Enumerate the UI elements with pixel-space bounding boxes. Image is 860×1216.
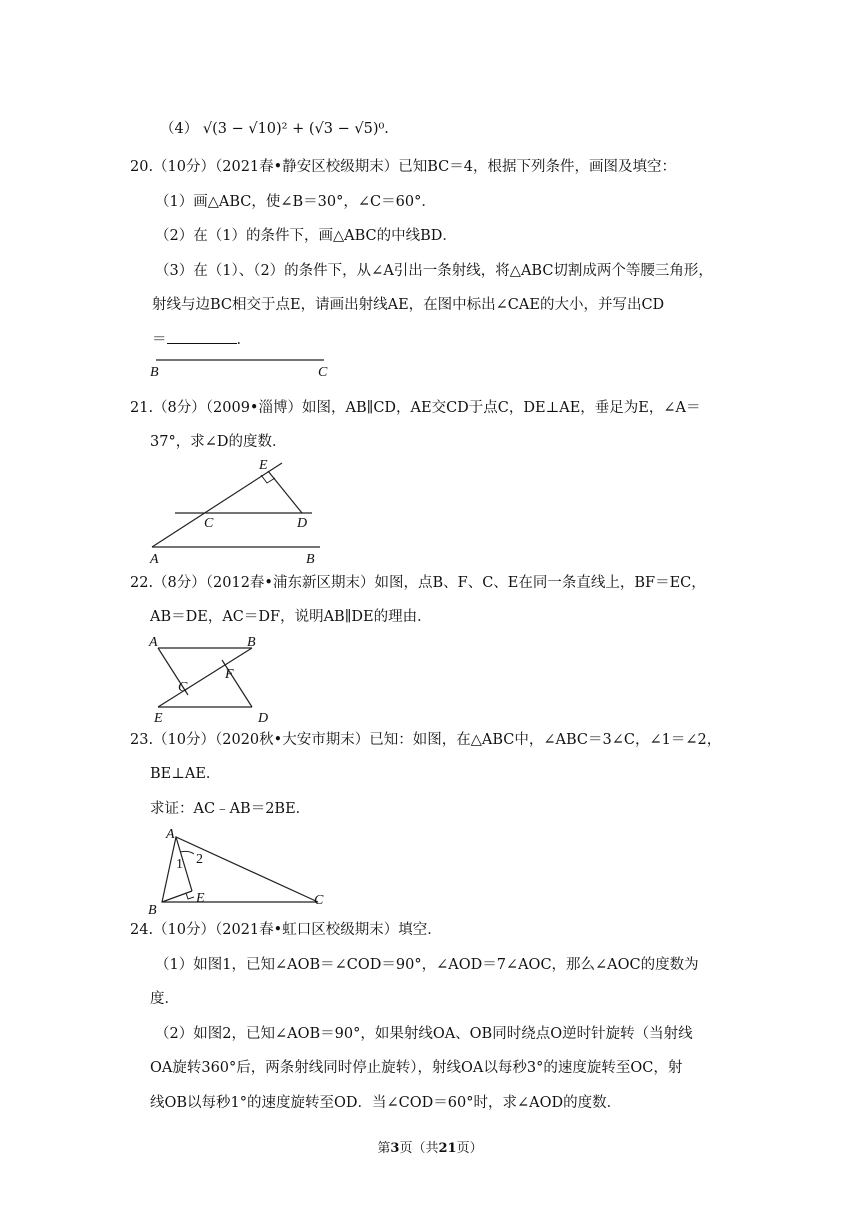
q19-part4 [160, 119, 389, 139]
q20-header: 20.（10分）（2021春•静安区校级期末）已知BC＝4，根据下列条件，画图及填空： [130, 159, 676, 175]
q20-label-c: C [318, 365, 328, 380]
q23-label-c: C [314, 893, 324, 908]
q20-part3-line2: 射线与边BC相交于点E，请画出射线AE，在图中标出∠CAE的大小，并写出CD [152, 297, 665, 313]
footer-prefix: 第 [377, 1141, 391, 1156]
q22-label-c: C [178, 680, 188, 695]
q24-part2-line1: （2）如图2，已知∠AOB＝90°，如果射线OA、OB同时绕点O逆时针旋转（当射线 [155, 1026, 693, 1042]
q21-label-b: B [306, 552, 315, 567]
page-footer [0, 1140, 860, 1158]
q23-label-e: E [196, 891, 205, 906]
q22-label-e: E [154, 711, 163, 726]
q24-part1-line1: （1）如图1，已知∠AOB＝∠COD＝90°，∠AOD＝7∠AOC，那么∠AOC的度数为 [155, 957, 699, 973]
q20-part3-line1: （3）在（1）、（2）的条件下，从∠A引出一条射线，将△ABC切割成两个等腰三角形， [155, 263, 713, 279]
q24-part1-line2: 度． [150, 991, 179, 1007]
q21-line1: 21.（8分）（2009•淄博）如图，AB∥CD，AE交CD于点C，DE⊥AE，垂足为E，∠A＝ [130, 400, 701, 416]
q20-figure [140, 352, 350, 380]
q20-period: ． [236, 332, 251, 348]
q24-header: 24.（10分）（2021春•虹口区校级期末）填空． [130, 922, 442, 938]
q19-part4-number: （4） [160, 121, 199, 137]
q23-label-1: 1 [176, 857, 183, 872]
q21-label-e: E [259, 458, 268, 473]
q23-label-b: B [148, 903, 157, 918]
q23-line1: 23.（10分）（2020秋•大安市期末）已知：如图，在△ABC中，∠ABC＝3∠C，∠1＝∠2， [130, 732, 722, 748]
q20-part1: （1）画△ABC，使∠B＝30°，∠C＝60°． [155, 194, 436, 210]
q22-label-a: A [149, 635, 158, 650]
q22-label-d: D [258, 711, 269, 726]
q23-line3: 求证：AC﹣AB＝2BE． [150, 801, 311, 817]
q21-label-d: D [297, 516, 308, 531]
footer-page-number: 3 [390, 1141, 400, 1156]
q20-equals: ＝ [152, 332, 167, 348]
footer-total-pages: 21 [438, 1141, 457, 1156]
q20-part2: （2）在（1）的条件下，画△ABC的中线BD． [155, 228, 457, 244]
q21-line2: 37°，求∠D的度数． [150, 434, 287, 450]
q22-figure [140, 628, 280, 728]
q20-answer-blank [167, 329, 237, 344]
q24-part2-line2: OA旋转360°后，两条射线同时停止旋转），射线OA以每秒3°的速度旋转至OC，射 [150, 1060, 683, 1076]
footer-mid: 页（共 [399, 1141, 439, 1156]
q23-label-2: 2 [196, 852, 203, 867]
q22-line2: AB＝DE，AC＝DF，说明AB∥DE的理由． [150, 609, 432, 625]
q20-part3-line3 [152, 329, 251, 350]
q23-line2: BE⊥AE． [150, 766, 221, 782]
footer-suffix: 页） [456, 1141, 483, 1156]
q22-label-b: B [247, 635, 256, 650]
q23-figure [140, 822, 340, 918]
q23-label-a: A [166, 827, 175, 842]
q19-part4-expression: √(3 − √10)² + (√3 − √5)⁰. [202, 121, 389, 137]
q24-part2-line3: 线OB以每秒1°的速度旋转至OD．当∠COD＝60°时，求∠AOD的度数． [150, 1095, 622, 1111]
q20-label-b: B [150, 365, 159, 380]
q21-label-c: C [204, 516, 214, 531]
q22-label-f: F [225, 667, 234, 682]
q21-figure [140, 452, 340, 567]
q21-label-a: A [150, 552, 159, 567]
q22-line1: 22.（8分）（2012春•浦东新区期末）如图，点B、F、C、E在同一条直线上，BF＝EC， [130, 575, 706, 591]
